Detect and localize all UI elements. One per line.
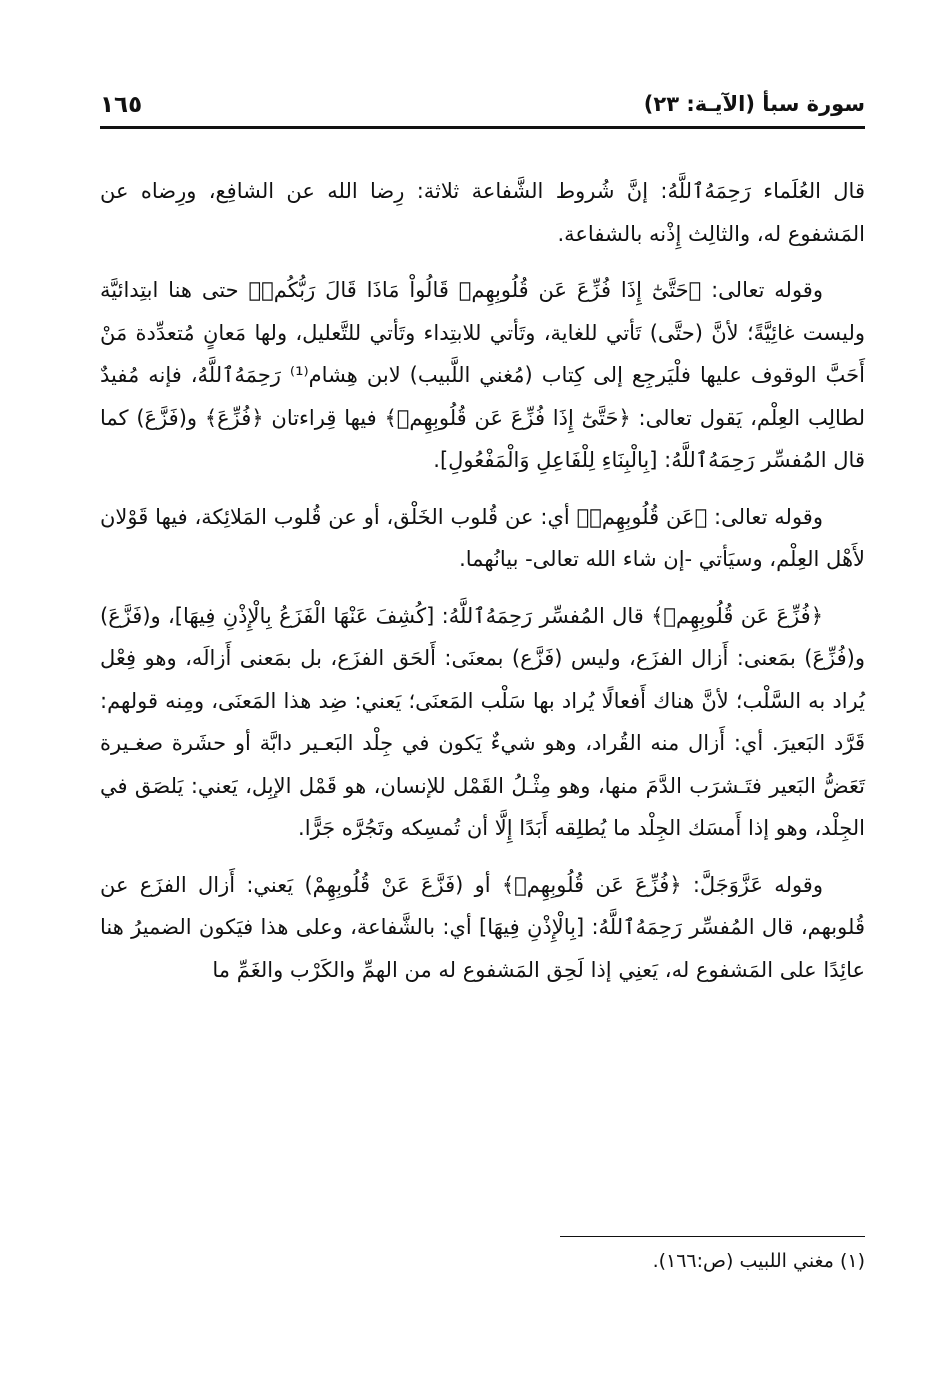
surah-title: سورة سبأ (الآيـة: ٢٣) (643, 92, 865, 116)
footnote: (١) مغني اللبيب (ص:١٦٦). (652, 1250, 865, 1272)
page-number: ١٦٥ (100, 92, 143, 118)
paragraph-1: قال العُلَماء رَحِمَهُ‌ٱللَّهُ: إنَّ شُروط الشَّفاعة ثلاثة: رِضا الله عن الشافِع، ورِضاه عن المَشفوع له، والثالِث إِذْنه بالشفاعة. (100, 179, 865, 246)
running-header (100, 92, 865, 126)
paragraph-5: وقوله عَزَّوَجَلَّ: ﴿فُزِّعَ عَن قُلُوبِهِمۡ﴾ أو (فَزَّعَ عَنْ قُلُوبِهِمْ) يَعني: أَزال الفزَع عن قُلوبهم، قال المُفسِّر رَحِمَهُ‌ٱللَّهُ: [بِالْإِذْنِ فِيهَا] أي: بالشَّفاعة، وعلى هذا فيَكون الضميرُ هنا عائِدًا على المَشفوع له، يَعنِي إذا لَحِق المَشفوع له من الهمِّ والكَرْب والغَمِّ ما (100, 872, 865, 982)
paragraph-2: وقوله تعالى: ﴿حَتَّىٰٓ إِذَا فُزِّعَ عَن قُلُوبِهِمۡ قَالُواْ مَاذَا قَالَ رَبُّكُمۡ﴾ حتى هنا ابتِدائيَّة وليست غائِيَّةً؛ لأنَّ (حتَّى) تَأتي للغاية، وتَأتي للابتِداء وتَأتي للتَّعليل، ولها مَعانٍ مُتعدِّدة مَنْ أَحَبَّ الوقوف عليها فلْيَرجِع إلى كِتاب (مُغني اللَّبيب) لابن هِشام⁽¹⁾ رَحِمَهُ‌ٱللَّهُ، فإنه مُفيدٌ لطالِب العِلْم، يَقول تعالى: ﴿حَتَّىٰٓ إِذَا فُزِّعَ عَن قُلُوبِهِمۡ﴾ فيها قِراءتان ﴿فُزِّعَ﴾ و(فَزَّعَ) كما قال المُفسِّر رَحِمَهُ‌ٱللَّهُ: [بِالْبِنَاءِ لِلْفَاعِلِ وَالْمَفْعُولِ]. (100, 278, 865, 472)
paragraph-3: وقوله تعالى: ﴿عَن قُلُوبِهِمۡ﴾ أي: عن قُلوب الخَلْق، أو عن قُلوب المَلائِكة، فيها قَوْلان لأَهْل العِلْم، وسيَأتي -إن شاء الله تعالى- بيانُهما. (100, 504, 865, 571)
paragraph-4: ﴿فُزِّعَ عَن قُلُوبِهِمۡ﴾ قال المُفسِّر رَحِمَهُ‌ٱللَّهُ: [كُشِفَ عَنْهَا الْفَزَعُ بِالْإِذْنِ فِيهَا]، و(فَزَّعَ) و(فُزِّعَ) بمَعنى: أَزال الفزَع، وليس (فَزَّع) بمعنَى: أَلحَق الفزَع، بل بمَعنى أَزالَه، وهو فِعْل يُراد به السَّلْب؛ لأنَّ هناك أَفعالًا يُراد بها سَلْب المَعنَى؛ يَعني: ضِد هذا المَعنَى، ومِنه قولهم: قَرَّد البَعيرَ. أي: أَزال منه القُراد، وهو شيءٌ يَكون في جِلْد البَعـير دابَّة أو حشَرة صغـيرة تَعَضُّ البَعير فتَـشرَب الدَّمَ منها، وهو مِثْـلُ القَمْل للإنسان، هو قَمْل الإبِل، يَعني: يَلصَق في الجِلْد، وهو إذا أَمسَك الجِلْد ما يُطلِقه أَبَدًا إِلَّا أن تُمسِكه وتَجُرَّه جَرًّا. (100, 603, 865, 840)
footnote-divider (560, 1236, 865, 1237)
header-divider (100, 126, 865, 129)
main-text (100, 170, 865, 1005)
